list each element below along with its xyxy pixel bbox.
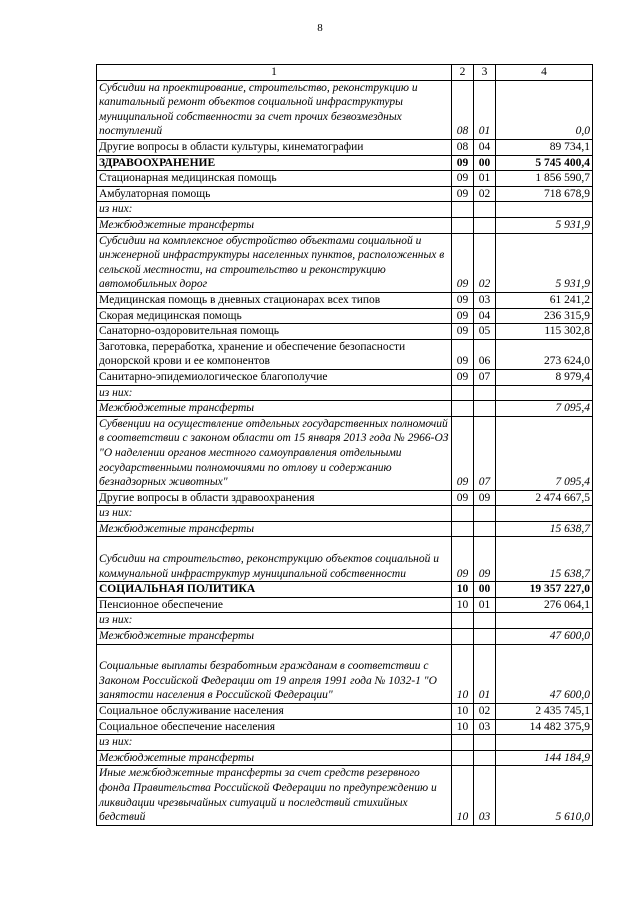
row-name-cell: из них: [97, 506, 452, 522]
row-name-cell: из них: [97, 613, 452, 629]
table-row [97, 719, 593, 735]
table-row [97, 490, 593, 506]
table-row [97, 171, 593, 187]
row-subsection-code: 05 [474, 324, 496, 340]
table-row [97, 292, 593, 308]
row-section-code: 09 [452, 324, 474, 340]
row-name-cell: Межбюджетные трансферты [97, 521, 452, 537]
row-amount: 273 624,0 [496, 339, 593, 369]
row-name-cell: из них: [97, 735, 452, 751]
row-amount: 0,0 [496, 80, 593, 139]
row-subsection-code: 09 [474, 490, 496, 506]
table-row [97, 186, 593, 202]
row-name-cell: Субсидии на проектирование, строительство, реконструкцию и капитальный ремонт объектов социальной инфраструктуры муниципальной собственности за счет прочих безвозмездных поступлений [97, 80, 452, 139]
row-amount: 8 979,4 [496, 369, 593, 385]
header-col-2: 2 [452, 65, 474, 81]
table-row [97, 629, 593, 645]
row-subsection-code: 02 [474, 186, 496, 202]
row-amount: 15 638,7 [496, 521, 593, 537]
row-name-cell: Санитарно-эпидемиологическое благополучие [97, 369, 452, 385]
row-amount: 14 482 375,9 [496, 719, 593, 735]
row-section-code: 10 [452, 766, 474, 825]
table-row [97, 613, 593, 629]
row-name-cell: Заготовка, переработка, хранение и обеспечение безопасности донорской крови и ее компонентов [97, 339, 452, 369]
row-section-code [452, 217, 474, 233]
table-row [97, 369, 593, 385]
row-amount: 144 184,9 [496, 750, 593, 766]
row-amount: 5 745 400,4 [496, 155, 593, 171]
row-section-code: 10 [452, 644, 474, 703]
row-name-cell: СОЦИАЛЬНАЯ ПОЛИТИКА [97, 582, 452, 598]
row-section-code: 10 [452, 582, 474, 598]
row-section-code: 09 [452, 339, 474, 369]
table-row [97, 597, 593, 613]
row-subsection-code: 03 [474, 292, 496, 308]
table-row [97, 582, 593, 598]
row-section-code: 09 [452, 292, 474, 308]
row-name-cell: Социальное обеспечение населения [97, 719, 452, 735]
row-section-code: 09 [452, 490, 474, 506]
row-name-cell: Социальное обслуживание населения [97, 704, 452, 720]
row-subsection-code: 06 [474, 339, 496, 369]
row-amount [496, 613, 593, 629]
table-row [97, 385, 593, 401]
row-section-code: 09 [452, 186, 474, 202]
row-section-code [452, 629, 474, 645]
row-subsection-code: 00 [474, 155, 496, 171]
row-amount: 61 241,2 [496, 292, 593, 308]
table-header-row [97, 65, 593, 81]
row-name-cell: Другие вопросы в области здравоохранения [97, 490, 452, 506]
row-name-cell: Субвенции на осуществление отдельных государственных полномочий в соответствии с законом области от 15 января 2013 года № 2966-ОЗ "О наделении органов местного самоуправления отдельными государственными полномочиями по отлову и содержанию безнадзорных животных" [97, 416, 452, 490]
row-subsection-code: 03 [474, 719, 496, 735]
row-subsection-code [474, 735, 496, 751]
row-name-cell: Социальные выплаты безработным гражданам в соответствии с Законом Российской Федерации от 19 апреля 1991 года № 1032-1 "О занятости населения в Российской Федерации" [97, 644, 452, 703]
row-subsection-code: 01 [474, 597, 496, 613]
table-row [97, 324, 593, 340]
row-name-cell: Субсидии на комплексное обустройство объектами социальной и инженерной инфраструктуры населенных пунктов, расположенных в сельской местности, на строительство и реконструкцию автомобильных дорог [97, 233, 452, 292]
row-subsection-code: 01 [474, 644, 496, 703]
row-amount [496, 735, 593, 751]
row-amount: 7 095,4 [496, 416, 593, 490]
row-subsection-code [474, 217, 496, 233]
row-amount: 236 315,9 [496, 308, 593, 324]
table-row [97, 521, 593, 537]
row-name-cell: Иные межбюджетные трансферты за счет средств резервного фонда Правительства Российской Федерации по предупреждению и ликвидации чрезвычайных ситуаций и последствий стихийных бедствий [97, 766, 452, 825]
row-section-code [452, 506, 474, 522]
row-section-code [452, 202, 474, 218]
row-subsection-code [474, 750, 496, 766]
row-section-code: 10 [452, 597, 474, 613]
table-row [97, 80, 593, 139]
row-section-code [452, 401, 474, 417]
row-amount: 47 600,0 [496, 644, 593, 703]
row-subsection-code [474, 506, 496, 522]
table-row [97, 139, 593, 155]
row-section-code [452, 613, 474, 629]
header-col-3: 3 [474, 65, 496, 81]
row-subsection-code: 01 [474, 80, 496, 139]
row-subsection-code: 01 [474, 171, 496, 187]
row-subsection-code [474, 613, 496, 629]
row-amount: 5 931,9 [496, 217, 593, 233]
row-subsection-code [474, 385, 496, 401]
row-section-code: 09 [452, 233, 474, 292]
row-amount: 115 302,8 [496, 324, 593, 340]
row-amount: 89 734,1 [496, 139, 593, 155]
header-col-1: 1 [97, 65, 452, 81]
row-name-cell: ЗДРАВООХРАНЕНИЕ [97, 155, 452, 171]
row-amount [496, 202, 593, 218]
row-amount: 5 931,9 [496, 233, 593, 292]
row-subsection-code: 04 [474, 308, 496, 324]
row-section-code: 09 [452, 416, 474, 490]
row-section-code [452, 735, 474, 751]
table-row [97, 416, 593, 490]
row-section-code: 10 [452, 704, 474, 720]
row-name-cell: Стационарная медицинская помощь [97, 171, 452, 187]
row-section-code: 10 [452, 719, 474, 735]
row-name-cell: Амбулаторная помощь [97, 186, 452, 202]
row-subsection-code [474, 521, 496, 537]
row-section-code: 08 [452, 139, 474, 155]
row-name-cell: Межбюджетные трансферты [97, 401, 452, 417]
row-subsection-code: 03 [474, 766, 496, 825]
row-subsection-code [474, 202, 496, 218]
row-subsection-code: 02 [474, 233, 496, 292]
row-subsection-code: 00 [474, 582, 496, 598]
row-section-code: 09 [452, 369, 474, 385]
table-row [97, 750, 593, 766]
row-name-cell: Межбюджетные трансферты [97, 629, 452, 645]
row-amount: 5 610,0 [496, 766, 593, 825]
row-amount: 718 678,9 [496, 186, 593, 202]
row-name-cell: Другие вопросы в области культуры, кинематографии [97, 139, 452, 155]
row-name-cell: Пенсионное обеспечение [97, 597, 452, 613]
table-row [97, 155, 593, 171]
row-subsection-code [474, 629, 496, 645]
row-amount: 2 474 667,5 [496, 490, 593, 506]
row-amount: 1 856 590,7 [496, 171, 593, 187]
table-row [97, 537, 593, 582]
table-row [97, 202, 593, 218]
table-row [97, 735, 593, 751]
row-amount: 276 064,1 [496, 597, 593, 613]
row-subsection-code [474, 401, 496, 417]
table-body [97, 80, 593, 825]
table-row [97, 506, 593, 522]
budget-table [96, 64, 593, 826]
page-number: 8 [317, 22, 323, 34]
row-subsection-code: 07 [474, 416, 496, 490]
row-amount: 19 357 227,0 [496, 582, 593, 598]
row-section-code: 09 [452, 171, 474, 187]
row-subsection-code: 07 [474, 369, 496, 385]
row-name-cell: из них: [97, 202, 452, 218]
row-subsection-code: 02 [474, 704, 496, 720]
row-name-cell: Медицинская помощь в дневных стационарах всех типов [97, 292, 452, 308]
row-name-cell: Санаторно-оздоровительная помощь [97, 324, 452, 340]
table-row [97, 644, 593, 703]
row-name-cell: Субсидии на строительство, реконструкцию объектов социальной и коммунальной инфраструктур муниципальной собственности [97, 537, 452, 582]
row-name-cell: из них: [97, 385, 452, 401]
row-name-cell: Межбюджетные трансферты [97, 217, 452, 233]
table-row [97, 766, 593, 825]
row-section-code: 08 [452, 80, 474, 139]
row-section-code [452, 385, 474, 401]
table-row [97, 308, 593, 324]
table-row [97, 339, 593, 369]
table-row [97, 704, 593, 720]
row-amount [496, 385, 593, 401]
row-section-code: 09 [452, 537, 474, 582]
row-subsection-code: 04 [474, 139, 496, 155]
table-row [97, 217, 593, 233]
row-section-code: 09 [452, 308, 474, 324]
row-section-code [452, 521, 474, 537]
row-name-cell: Скорая медицинская помощь [97, 308, 452, 324]
row-amount: 2 435 745,1 [496, 704, 593, 720]
header-col-4: 4 [496, 65, 593, 81]
row-amount: 7 095,4 [496, 401, 593, 417]
row-amount: 15 638,7 [496, 537, 593, 582]
table-row [97, 233, 593, 292]
row-amount [496, 506, 593, 522]
row-subsection-code: 09 [474, 537, 496, 582]
row-name-cell: Межбюджетные трансферты [97, 750, 452, 766]
row-section-code [452, 750, 474, 766]
row-amount: 47 600,0 [496, 629, 593, 645]
table-row [97, 401, 593, 417]
row-section-code: 09 [452, 155, 474, 171]
